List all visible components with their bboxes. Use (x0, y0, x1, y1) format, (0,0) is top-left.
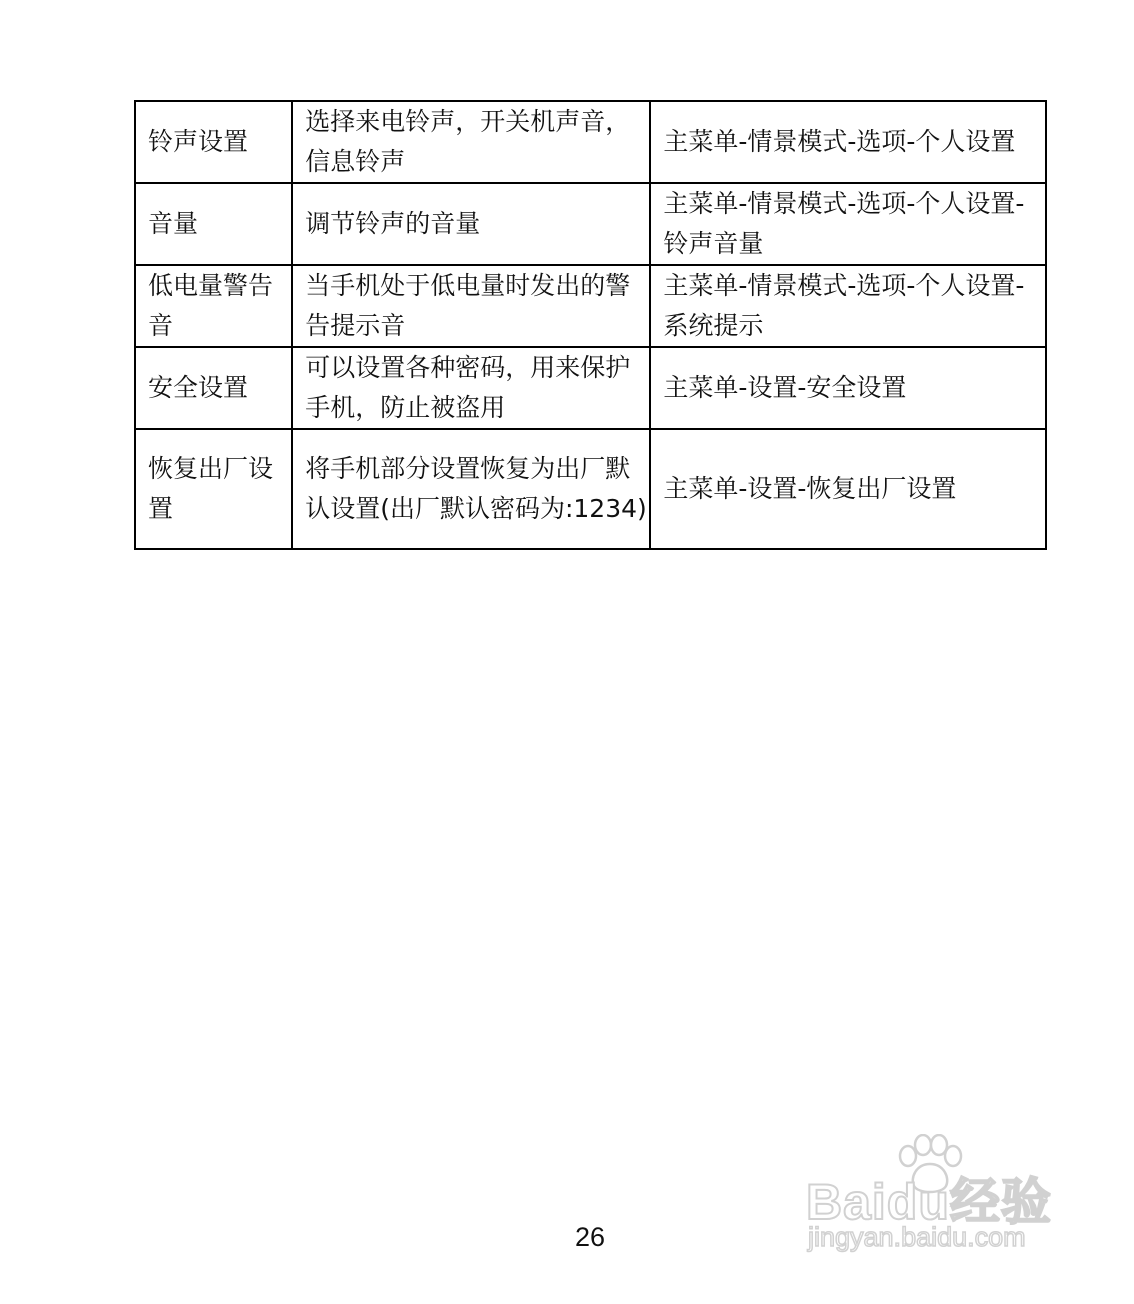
menu-path-cell: 主菜单-情景模式-选项-个人设置-系统提示 (650, 265, 1046, 347)
table-row (135, 265, 1046, 347)
feature-cell: 铃声设置 (135, 101, 292, 183)
table-row (135, 183, 1046, 265)
description-cell: 当手机处于低电量时发出的警告提示音 (292, 265, 650, 347)
menu-path-cell: 主菜单-设置-恢复出厂设置 (650, 429, 1046, 549)
table-row (135, 101, 1046, 183)
table-row (135, 429, 1046, 549)
menu-path-cell: 主菜单-情景模式-选项-个人设置 (650, 101, 1046, 183)
description-cell: 将手机部分设置恢复为出厂默认设置(出厂默认密码为:1234) (292, 429, 650, 549)
watermark-url-text: jingyan.baidu.com (808, 1222, 1026, 1252)
feature-cell: 安全设置 (135, 347, 292, 429)
settings-table (134, 100, 1047, 550)
feature-cell: 音量 (135, 183, 292, 265)
page-number: 26 (574, 1222, 606, 1252)
menu-path-cell: 主菜单-设置-安全设置 (650, 347, 1046, 429)
feature-cell: 低电量警告音 (135, 265, 292, 347)
feature-cell: 恢复出厂设置 (135, 429, 292, 549)
watermark-logo-text: Baidu经验 (806, 1174, 1052, 1230)
table-row (135, 347, 1046, 429)
description-cell: 可以设置各种密码，用来保护手机，防止被盗用 (292, 347, 650, 429)
description-cell: 调节铃声的音量 (292, 183, 650, 265)
menu-path-cell: 主菜单-情景模式-选项-个人设置-铃声音量 (650, 183, 1046, 265)
description-cell: 选择来电铃声，开关机声音，信息铃声 (292, 101, 650, 183)
